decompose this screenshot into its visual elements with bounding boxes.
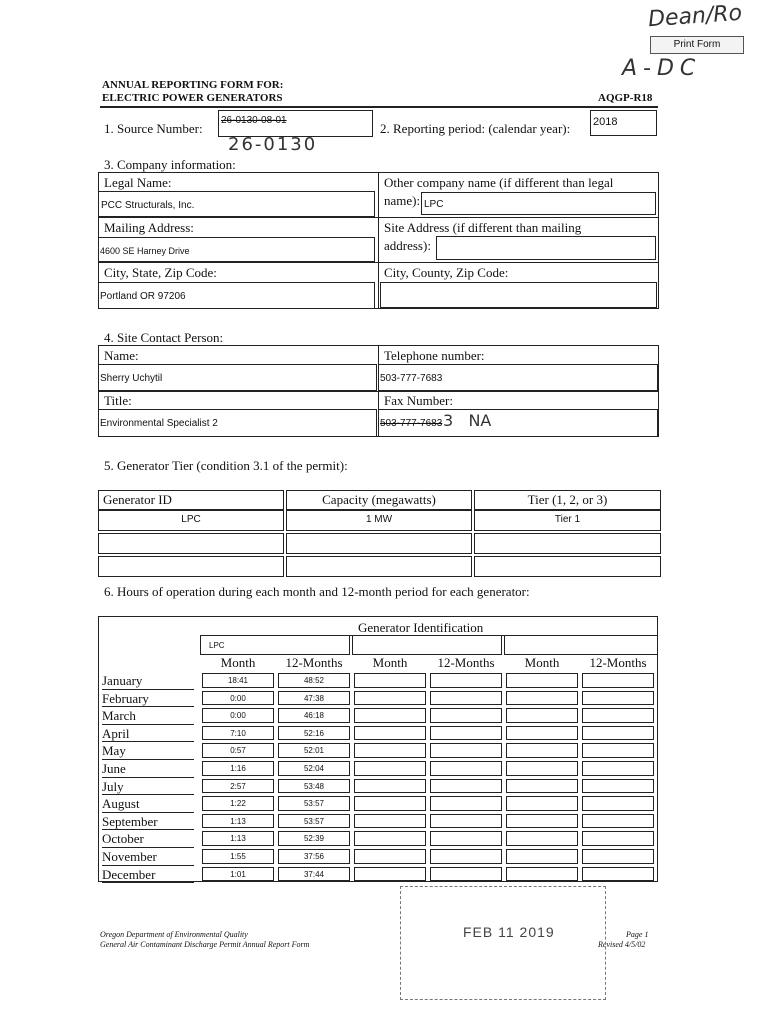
received-stamp: [400, 886, 606, 1000]
hours-cell-r1-c3[interactable]: [430, 691, 502, 706]
telephone-value: 503-777-7683: [380, 373, 443, 384]
month-name: April: [102, 725, 194, 743]
hours-cell-r6-c2[interactable]: [354, 779, 426, 794]
month-name: October: [102, 830, 194, 848]
hours-cell-r4-c5[interactable]: [582, 743, 654, 758]
hours-cell-r1-c0[interactable]: 0:00: [202, 691, 274, 706]
hours-cell-r9-c5[interactable]: [582, 831, 654, 846]
hours-cell-r8-c4[interactable]: [506, 814, 578, 829]
hours-cell-r5-c3[interactable]: [430, 761, 502, 776]
reporting-period-field[interactable]: [590, 110, 657, 136]
mailing-address-value: 4600 SE Harney Drive: [100, 246, 190, 256]
source-number-label: 1. Source Number:: [104, 121, 203, 136]
telephone-field[interactable]: [378, 364, 658, 391]
hours-subheader-5: 12-Months: [589, 655, 647, 670]
hours-cell-r9-c4[interactable]: [506, 831, 578, 846]
hours-cell-r5-c5[interactable]: [582, 761, 654, 776]
month-name: May: [102, 742, 194, 760]
site-address-label-2: address):: [384, 238, 431, 253]
hours-cell-r11-c5[interactable]: [582, 867, 654, 882]
hours-cell-r0-c0[interactable]: 18:41: [202, 673, 274, 688]
hours-cell-r3-c2[interactable]: [354, 726, 426, 741]
generator-id-field-1[interactable]: [352, 635, 502, 655]
month-name: March: [102, 707, 194, 725]
hours-cell-r7-c5[interactable]: [582, 796, 654, 811]
tier-cell-r0-c0[interactable]: LPC: [98, 510, 284, 531]
hours-cell-r5-c1[interactable]: 52:04: [278, 761, 350, 776]
hours-cell-r8-c2[interactable]: [354, 814, 426, 829]
hours-cell-r8-c1[interactable]: 53:57: [278, 814, 350, 829]
hours-cell-r11-c4[interactable]: [506, 867, 578, 882]
hours-cell-r7-c4[interactable]: [506, 796, 578, 811]
hours-cell-r0-c5[interactable]: [582, 673, 654, 688]
month-name: September: [102, 813, 194, 831]
source-number-value: 26-0130-08-01: [221, 115, 287, 126]
tier-cell-r1-c2[interactable]: [474, 533, 661, 554]
tier-header-1: Capacity (megawatts): [286, 490, 472, 510]
handwritten-code: A-DC: [622, 56, 702, 81]
hours-cell-r1-c4[interactable]: [506, 691, 578, 706]
hours-cell-r3-c1[interactable]: 52:16: [278, 726, 350, 741]
site-contact-label: 4. Site Contact Person:: [104, 330, 224, 345]
tier-cell-r1-c0[interactable]: [98, 533, 284, 554]
hours-subheader-2: Month: [372, 655, 408, 670]
contact-name-value: Sherry Uchytil: [100, 373, 163, 384]
generator-id-group-header: Generator Identification: [358, 620, 484, 635]
tier-header-0: Generator ID: [98, 490, 284, 510]
month-name: January: [102, 672, 194, 690]
legal-name-label: Legal Name:: [104, 175, 172, 190]
hours-cell-r2-c2[interactable]: [354, 708, 426, 723]
hours-cell-r8-c0[interactable]: 1:13: [202, 814, 274, 829]
generator-id-field-0[interactable]: LPC: [200, 635, 350, 655]
hours-cell-r3-c4[interactable]: [506, 726, 578, 741]
hours-cell-r7-c2[interactable]: [354, 796, 426, 811]
generator-id-field-2[interactable]: [504, 635, 658, 655]
stamp-date: FEB 11 2019: [463, 924, 555, 940]
source-number-field[interactable]: [218, 110, 373, 137]
source-number-handwritten: 26-0130: [228, 134, 318, 155]
tier-cell-r1-c1[interactable]: [286, 533, 472, 554]
site-address-label-1: Site Address (if different than mailing: [384, 220, 582, 235]
hours-cell-r2-c4[interactable]: [506, 708, 578, 723]
hours-cell-r6-c1[interactable]: 53:48: [278, 779, 350, 794]
month-name: November: [102, 848, 194, 866]
legal-name-field[interactable]: [98, 191, 375, 217]
hours-cell-r11-c0[interactable]: 1:01: [202, 867, 274, 882]
footer-form-name: General Air Contaminant Discharge Permit Annual Report Form: [100, 940, 310, 949]
hours-cell-r6-c5[interactable]: [582, 779, 654, 794]
hours-cell-r10-c0[interactable]: 1:55: [202, 849, 274, 864]
hours-cell-r6-c3[interactable]: [430, 779, 502, 794]
hours-subheader-0: Month: [220, 655, 256, 670]
hours-cell-r7-c0[interactable]: 1:22: [202, 796, 274, 811]
hours-cell-r9-c3[interactable]: [430, 831, 502, 846]
tier-cell-r0-c2[interactable]: Tier 1: [474, 510, 661, 531]
tier-cell-r2-c2[interactable]: [474, 556, 661, 577]
hours-cell-r6-c4[interactable]: [506, 779, 578, 794]
company-info-label: 3. Company information:: [104, 157, 236, 172]
city-state-zip-field[interactable]: [98, 282, 375, 309]
contact-title-field[interactable]: [98, 409, 377, 437]
hours-cell-r1-c2[interactable]: [354, 691, 426, 706]
handwritten-initials: Dean/Ro: [647, 0, 743, 33]
hours-cell-r10-c2[interactable]: [354, 849, 426, 864]
month-name: February: [102, 690, 194, 708]
hours-cell-r3-c5[interactable]: [582, 726, 654, 741]
hours-cell-r11-c1[interactable]: 37:44: [278, 867, 350, 882]
hours-cell-r5-c2[interactable]: [354, 761, 426, 776]
form-title-line-2: ELECTRIC POWER GENERATORS: [102, 92, 283, 104]
hours-cell-r8-c5[interactable]: [582, 814, 654, 829]
hours-cell-r6-c0[interactable]: 2:57: [202, 779, 274, 794]
contact-title-label: Title:: [104, 393, 132, 408]
month-name: August: [102, 795, 194, 813]
mailing-address-field[interactable]: [98, 237, 375, 262]
hours-cell-r11-c2[interactable]: [354, 867, 426, 882]
fax-field[interactable]: [378, 409, 658, 437]
other-name-label-1: Other company name (if different than legal: [384, 175, 614, 190]
form-title-line-1: ANNUAL REPORTING FORM FOR:: [102, 79, 284, 91]
legal-name-value: PCC Structurals, Inc.: [101, 200, 195, 211]
other-name-label-2: name):: [384, 193, 421, 208]
hours-cell-r1-c5[interactable]: [582, 691, 654, 706]
hours-cell-r7-c3[interactable]: [430, 796, 502, 811]
tier-cell-r2-c1[interactable]: [286, 556, 472, 577]
tier-header-2: Tier (1, 2, or 3): [474, 490, 661, 510]
hours-cell-r10-c5[interactable]: [582, 849, 654, 864]
month-name: December: [102, 866, 194, 884]
hours-cell-r8-c3[interactable]: [430, 814, 502, 829]
contact-name-label: Name:: [104, 348, 139, 363]
hours-operation-label: 6. Hours of operation during each month and 12-month period for each generator:: [104, 584, 530, 599]
form-code: AQGP-R18: [598, 92, 653, 104]
hours-cell-r3-c3[interactable]: [430, 726, 502, 741]
hours-cell-r0-c3[interactable]: [430, 673, 502, 688]
month-name: July: [102, 778, 194, 796]
telephone-label: Telephone number:: [384, 348, 485, 363]
hours-cell-r1-c1[interactable]: 47:38: [278, 691, 350, 706]
fax-value: 503-777-7683: [380, 418, 443, 429]
hours-cell-r9-c1[interactable]: 52:39: [278, 831, 350, 846]
city-state-zip-label: City, State, Zip Code:: [104, 265, 217, 280]
hours-cell-r4-c2[interactable]: [354, 743, 426, 758]
other-name-value: LPC: [424, 199, 444, 210]
hours-cell-r5-c0[interactable]: 1:16: [202, 761, 274, 776]
hours-cell-r2-c1[interactable]: 46:18: [278, 708, 350, 723]
footer-revised: Revised 4/5/02: [598, 940, 646, 949]
mailing-address-label: Mailing Address:: [104, 220, 194, 235]
reporting-period-label: 2. Reporting period: (calendar year):: [380, 121, 571, 136]
hours-cell-r5-c4[interactable]: [506, 761, 578, 776]
print-form-button[interactable]: Print Form: [650, 36, 744, 54]
hours-cell-r4-c4[interactable]: [506, 743, 578, 758]
hours-cell-r10-c3[interactable]: [430, 849, 502, 864]
fax-label: Fax Number:: [384, 393, 453, 408]
hours-cell-r11-c3[interactable]: [430, 867, 502, 882]
hours-cell-r7-c1[interactable]: 53:57: [278, 796, 350, 811]
generator-tier-label: 5. Generator Tier (condition 3.1 of the permit):: [104, 458, 348, 473]
reporting-period-value: 2018: [593, 116, 618, 128]
hours-subheader-1: 12-Months: [285, 655, 343, 670]
hours-cell-r10-c4[interactable]: [506, 849, 578, 864]
hours-cell-r9-c2[interactable]: [354, 831, 426, 846]
city-county-zip-label: City, County, Zip Code:: [384, 265, 509, 280]
hours-cell-r3-c0[interactable]: 7:10: [202, 726, 274, 741]
hours-cell-r9-c0[interactable]: 1:13: [202, 831, 274, 846]
tier-cell-r0-c1[interactable]: 1 MW: [286, 510, 472, 531]
footer-agency: Oregon Department of Environmental Quality: [100, 930, 248, 939]
hours-cell-r4-c1[interactable]: 52:01: [278, 743, 350, 758]
contact-name-field[interactable]: [98, 364, 377, 391]
month-name: June: [102, 760, 194, 778]
hours-cell-r2-c0[interactable]: 0:00: [202, 708, 274, 723]
hours-cell-r10-c1[interactable]: 37:56: [278, 849, 350, 864]
hours-cell-r2-c5[interactable]: [582, 708, 654, 723]
hours-cell-r0-c1[interactable]: 48:52: [278, 673, 350, 688]
hours-cell-r4-c3[interactable]: [430, 743, 502, 758]
city-county-zip-field[interactable]: [380, 282, 657, 308]
hours-cell-r4-c0[interactable]: 0:57: [202, 743, 274, 758]
hours-subheader-3: 12-Months: [437, 655, 495, 670]
tier-cell-r2-c0[interactable]: [98, 556, 284, 577]
site-address-field[interactable]: [436, 236, 656, 260]
footer-page: Page 1: [626, 930, 649, 939]
title-rule: [100, 106, 658, 108]
hours-cell-r2-c3[interactable]: [430, 708, 502, 723]
hours-subheader-4: Month: [524, 655, 560, 670]
contact-title-value: Environmental Specialist 2: [100, 418, 218, 429]
hours-cell-r0-c2[interactable]: [354, 673, 426, 688]
other-name-field[interactable]: [421, 192, 656, 215]
fax-handwritten: 3 NA: [443, 411, 492, 430]
hours-cell-r0-c4[interactable]: [506, 673, 578, 688]
city-state-zip-value: Portland OR 97206: [100, 291, 186, 302]
